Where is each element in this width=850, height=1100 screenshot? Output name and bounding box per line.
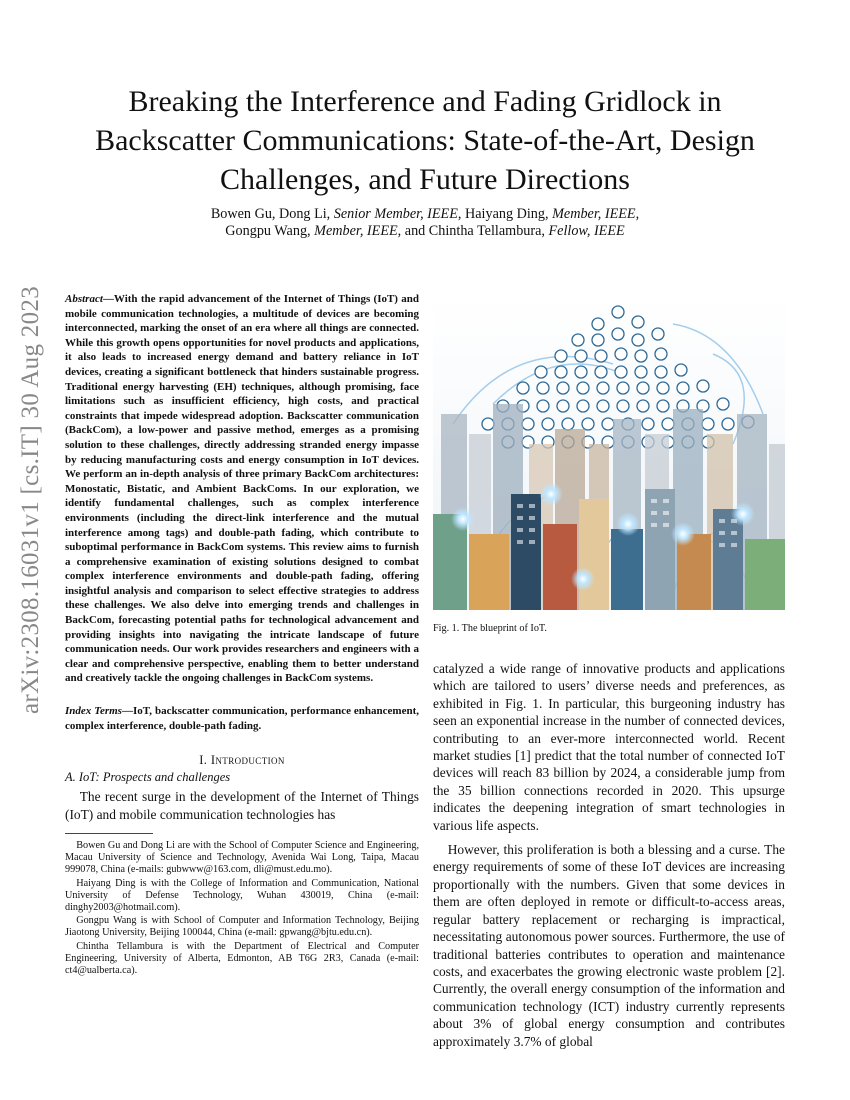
arxiv-stamp	[14, 285, 48, 715]
author-text: , and Chintha Tellambura,	[397, 223, 549, 239]
body-paragraph: However, this proliferation is both a blessing and a curse. The energy requirements of some of these IoT devices are increasing proportionally with the numbers. Given that some devices in them are often deployed in remote or difficult-to-access areas, regular battery replacement or recharging is impractical, necessitating autonomous power sources. Furthermore, the use of traditional batteries contributes to operation and maintenance costs, and exacerbates the growing electronic waste problem [2]. Currently, the overall energy consumption of the information and communication technology (ICT) industry currently represents about 3% of global energy consumption and contributes approximately 3.7% of global	[433, 842, 785, 1049]
right-column	[433, 294, 785, 1057]
abstract-label: Abstract	[65, 293, 103, 305]
index-terms-label: Index Terms	[65, 705, 122, 718]
section-number: I.	[199, 753, 211, 768]
subsection-heading: A. IoT: Prospects and challenges	[65, 770, 231, 785]
right-body	[433, 660, 785, 1050]
author-grade: Member, IEEE	[552, 206, 636, 222]
author-text: ,	[635, 206, 640, 222]
abstract-text: —With the rapid advancement of the Internet of Things (IoT) and mobile communication technologies, a multitude of devices are becoming interconnected, marking the onset of an era where all things are connected. While this growth opens opportunities for novel products and applications, it also leads to increased energy demand and battery reliance in IoT devices, creating a significant bottleneck that hinders sustainable progress. Traditional energy harvesting (EH) techniques, although promising, face limitations such as insufficient efficiency, high costs, and practical constraints that impede widespread adoption. Backscatter communication (BackCom), a low-power and passive method, emerges as a promising solution to these challenges, directly addressing stranded energy impasse by reducing manufacturing costs and energy consumption in IoT devices. We perform an in-depth analysis of three primary BackCom architectures: Monostatic, Bistatic, and Ambient BackComs. In our exploration, we identify fundamental challenges, such as complex interference environments (including the direct-link interference and the mutual interference among tags) and double-path fading, which contribute to suboptimal performance in BackCom systems. This review aims to furnish a comprehensive examination of existing solutions designed to combat complex interference environments and double-path fading, offering insightful analysis and comparison to select effective strategies to address these challenges. We also delve into emerging trends and challenges in BackCom, forecasting potential paths for technological advancement and providing insights into navigating the intricate landscape of future communication needs. Our work provides researchers and engineers with a clear and comprehensive perspective, enabling them to better understand and creatively tackle the ongoing challenges in BackCom systems.	[65, 293, 419, 685]
iot-blueprint-figure	[433, 294, 785, 610]
body-paragraph: catalyzed a wide range of innovative products and applications which are tailored to users’ diverse needs and preferences, as exhibited in Fig. 1. In particular, this burgeoning industry has seen an exponential increase in the number of connected devices, contributing to an ever-more interconnected world. Recent market studies [1] predict that the total number of connected IoT devices will reach 83 billion by 2024, a considerable jump from the 35 billion connections recorded in 2020. This upsurge indicates the deepening integration of smart technologies in various life aspects.	[433, 661, 785, 833]
author-text: , Haiyang Ding,	[457, 206, 553, 222]
section-title: Introduction	[210, 753, 285, 768]
author-text: Gongpu Wang,	[225, 223, 315, 239]
author-grade: Senior Member, IEEE	[333, 206, 458, 222]
abstract	[65, 292, 419, 686]
author-text: Bowen Gu, Dong Li,	[210, 206, 334, 222]
intro-paragraph: The recent surge in the development of the Internet of Things (IoT) and mobile communication technologies has	[65, 789, 419, 822]
author-list	[100, 206, 750, 240]
footnote: Gongpu Wang is with School of Computer and Information Technology, Beijing Jiaotong University, Beijing 100044, China (e-mail: gpwang@bjtu.edu.cn).	[65, 915, 419, 939]
index-terms	[65, 704, 419, 733]
iot-city-illustration	[433, 294, 785, 610]
index-terms-text: —IoT, backscatter communication, performance enhancement, complex interference, double-path fading.	[65, 705, 419, 732]
footnote-rule	[65, 833, 153, 834]
footnote: Chintha Tellambura is with the Department of Electrical and Computer Engineering, University of Alberta, Edmonton, AB T6G 2R3, Canada (e-mail: ct4@ualberta.ca).	[65, 940, 419, 977]
author-grade: Member, IEEE	[314, 223, 398, 239]
left-column	[65, 292, 419, 978]
section-heading	[65, 753, 419, 768]
paper-title: Breaking the Interference and Fading Gridlock in Backscatter Communications: State-of-the-Art, Design Challenges, and Future Directions	[95, 85, 755, 196]
footnote: Bowen Gu and Dong Li are with the School of Computer Science and Engineering, Macau University of Science and Technology, Avenida Wai Long, Taipa, Macau 999078, China (e-mails: gubwww@163.com, dli@must.edu.mo).	[65, 840, 419, 876]
footnote: Haiyang Ding is with the College of Information and Communication, National University of Defense Technology, Wuhan 430019, China (e-mail: dinghy2003@hotmail.com).	[65, 877, 419, 914]
figure-caption: Fig. 1. The blueprint of IoT.	[433, 623, 547, 634]
author-grade: Fellow, IEEE	[548, 223, 625, 239]
arxiv-stamp-text: arXiv:2308.16031v1 [cs.IT] 30 Aug 2023	[17, 285, 44, 715]
